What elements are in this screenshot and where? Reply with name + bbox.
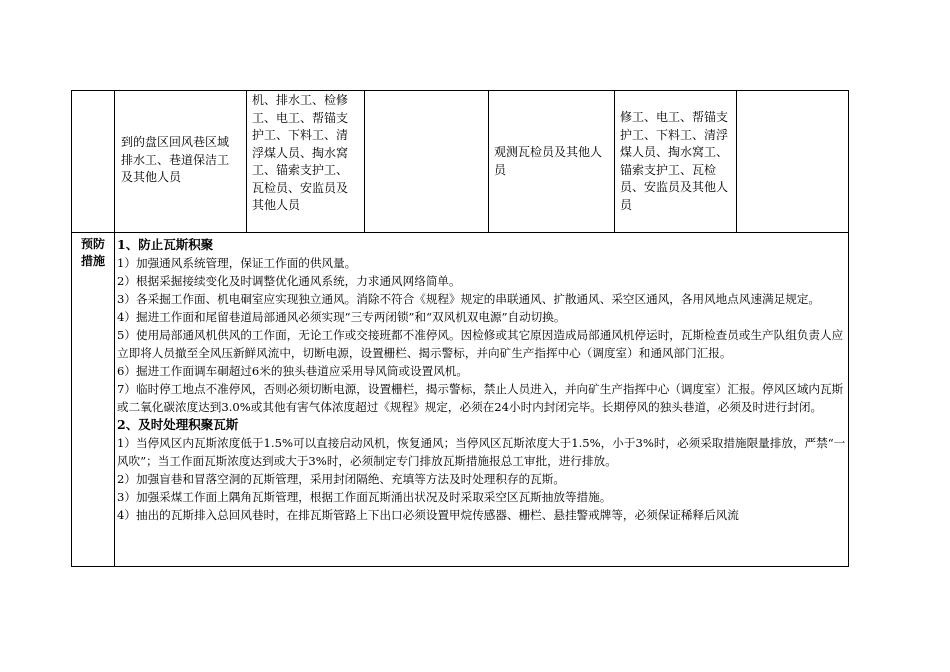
row-divider: [71, 232, 849, 233]
personnel-cell-roles: 机、排水工、检修工、电工、帮锚支护工、下料工、清浮煤人员、掏水窝工、锚索支护工、瓦检员、安监员及其他人员: [252, 93, 349, 212]
measure-item: 2）根据采掘接续变化及时调整优化通风系统，力求通风网络简单。: [117, 274, 461, 288]
personnel-cell-roles-2: 修工、电工、帮锚支护工、下料工、清浮煤人员、掏水窝工、锚索支护工、瓦检员、安监员及其他人员: [620, 110, 729, 212]
column-divider: [246, 90, 247, 232]
measure-item: 4）抽出的瓦斯排入总回风巷时，在排瓦斯管路上下出口必须设置甲烷传感器、栅栏、悬挂警戒牌等，必须保证稀释后风流: [117, 508, 739, 522]
measure-item: 1）当停风区内瓦斯浓度低于1.5%可以直接启动风机，恢复通风；当停风区瓦斯浓度大于1.5%，小于3%时，必须采取措施限量排放，严禁“一风吹”；当工作面瓦斯浓度达到或大于3%时，必须制定专门排放瓦斯措施报总工审批，进行排放。: [117, 436, 846, 468]
column-divider: [614, 90, 615, 232]
section-heading: 1、防止瓦斯积聚: [117, 237, 214, 252]
personnel-cell-area: 到的盘区回风巷区域排水工、巷道保洁工及其他人员: [121, 135, 230, 184]
measure-item: 4）掘进工作面和尾留巷道局部通风必须实现“三专两闭锁”和“双风机双电源”自动切换。: [117, 310, 566, 324]
column-divider-label: [114, 90, 115, 567]
measure-item: 1）加强通风系统管理，保证工作面的供风量。: [117, 256, 357, 270]
measure-item: 7）临时停工地点不准停风，否则必须切断电源，设置栅栏，揭示警标，禁止人员进入，并向矿生产指挥中心（调度室）汇报。停风区域内瓦斯或二氧化碳浓度达到3.0%或其他有害气体浓度超过《规程》规定，必须在24小时内封闭完毕。长期停风的独头巷道，必须及时进行封闭。: [117, 382, 844, 414]
measure-item: 3）加强采煤工作面上隅角瓦斯管理，根据工作面瓦斯涌出状况及时采取采空区瓦斯抽放等措施。: [117, 490, 612, 504]
column-divider: [364, 90, 365, 232]
measures-content: [117, 236, 849, 524]
personnel-cell-observers: 观测瓦检员及其他人员: [494, 145, 603, 177]
column-divider: [488, 90, 489, 232]
measure-item: 3）各采掘工作面、机电硐室应实现独立通风。消除不符合《规程》规定的串联通风、扩散通风、采空区通风，各用风地点风速满足规定。: [117, 292, 821, 306]
column-divider: [736, 90, 737, 232]
measure-item: 2）加强盲巷和冒落空洞的瓦斯管理，采用封闭隔绝、充填等方法及时处理积存的瓦斯。: [117, 472, 565, 486]
measures-label: 预防措施: [80, 237, 105, 268]
table-bottom-border: [71, 566, 849, 567]
section-heading: 2、及时处理积聚瓦斯: [117, 417, 239, 432]
measure-item: 6）掘进工作面调车硐超过6米的独头巷道应采用导风筒或设置风机。: [117, 364, 468, 378]
measure-item: 5）使用局部通风机供风的工作面，无论工作或交接班都不准停风。因检修或其它原因造成局部通风机停运时，瓦斯检查员或生产队组负责人应立即将人员撤至全风压新鲜风流中，切断电源，设置栅栏、揭示警标，并向矿生产指挥中心（调度室）和通风部门汇报。: [117, 328, 844, 360]
table-top-border: [71, 90, 849, 91]
table-left-border: [71, 90, 72, 567]
